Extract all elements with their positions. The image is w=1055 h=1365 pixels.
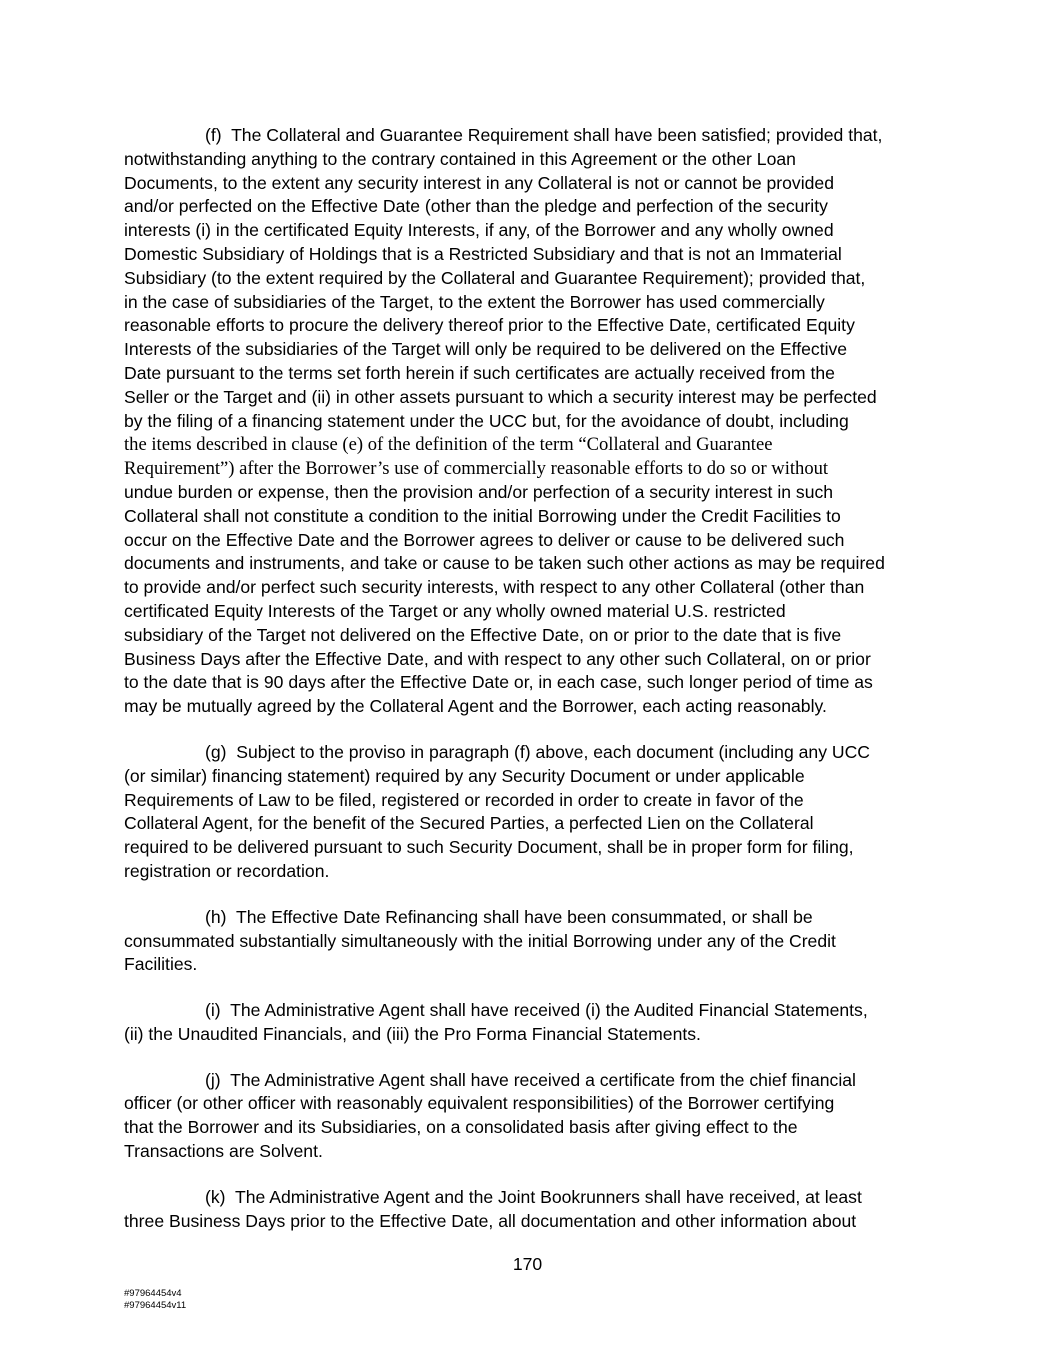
paragraph-line: in the case of subsidiaries of the Target, to the extent the Borrower has used commercially — [124, 291, 825, 312]
document-id-stamp — [124, 1288, 186, 1311]
document-id: #97964454v4 — [124, 1288, 182, 1299]
paragraph-line: may be mutually agreed by the Collateral Agent and the Borrower, each acting reasonably. — [124, 696, 827, 717]
paragraph-line: Requirements of Law to be filed, registered or recorded in order to create in favor of the — [124, 789, 804, 810]
paragraph-line: officer (or other officer with reasonably equivalent responsibilities) of the Borrower certifying — [124, 1093, 835, 1114]
paragraph-line: required to be delivered pursuant to such Security Document, shall be in proper form for filing, — [124, 837, 854, 858]
paragraph-line: Business Days after the Effective Date, and with respect to any other such Collateral, on or prior — [124, 648, 871, 669]
paragraph-j — [124, 1069, 954, 1164]
paragraph-line: that the Borrower and its Subsidiaries, on a consolidated basis after giving effect to the — [124, 1117, 798, 1138]
paragraph-line: the items described in clause (e) of the definition of the term “Collateral and Guarantee — [124, 434, 773, 456]
paragraph-line: Interests of the subsidiaries of the Target will only be required to be delivered on the Effective — [124, 339, 848, 360]
paragraph-line: certificated Equity Interests of the Target or any wholly owned material U.S. restricted — [124, 600, 786, 621]
paragraph-line: Domestic Subsidiary of Holdings that is a Restricted Subsidiary and that is not an Immaterial — [124, 243, 842, 264]
paragraph-line: Requirement”) after the Borrower’s use of commercially reasonable efforts to do so or without — [124, 458, 829, 480]
paragraph-line: Documents, to the extent any security interest in any Collateral is not or cannot be provided — [124, 172, 834, 193]
paragraph-line: three Business Days prior to the Effective Date, all documentation and other information about — [124, 1210, 857, 1231]
page-number: 170 — [512, 1254, 543, 1274]
document-id: #97964454v11 — [124, 1299, 187, 1311]
paragraph-line: Collateral Agent, for the benefit of the Secured Parties, a perfected Lien on the Collateral — [124, 813, 814, 834]
paragraph-line: (j) The Administrative Agent shall have received a certificate from the chief financial — [205, 1069, 856, 1090]
paragraph-line: consummated substantially simultaneously with the initial Borrowing under any of the Credit — [124, 930, 836, 951]
paragraph-line: and/or perfected on the Effective Date (other than the pledge and perfection of the security — [124, 196, 828, 217]
paragraph-line: to the date that is 90 days after the Effective Date or, in each case, such longer period of time as — [124, 672, 873, 693]
paragraph-g — [124, 741, 954, 884]
paragraph-h — [124, 906, 954, 977]
paragraph-line: Facilities. — [124, 954, 198, 975]
paragraph-line: Date pursuant to the terms set forth herein if such certificates are actually received from the — [124, 362, 835, 383]
paragraph-line: (k) The Administrative Agent and the Joint Bookrunners shall have received, at least — [205, 1186, 862, 1207]
paragraph-line: (g) Subject to the proviso in paragraph (f) above, each document (including any UCC — [205, 741, 871, 762]
paragraph-line: (f) The Collateral and Guarantee Requirement shall have been satisfied; provided that, — [205, 125, 883, 145]
paragraph-line: undue burden or expense, then the provision and/or perfection of a security interest in such — [124, 481, 834, 502]
paragraph-line: (or similar) financing statement) required by any Security Document or under applicable — [124, 765, 805, 786]
paragraph-line: occur on the Effective Date and the Borrower agrees to deliver or cause to be delivered such — [124, 529, 845, 550]
paragraph-i — [124, 999, 954, 1047]
paragraph-line: interests (i) in the certificated Equity Interests, if any, of the Borrower and any wholly owned — [124, 220, 834, 241]
paragraph-k — [124, 1186, 954, 1234]
paragraph-line: (i) The Administrative Agent shall have received (i) the Audited Financial Statements, — [205, 1000, 868, 1021]
paragraph-line: subsidiary of the Target not delivered on the Effective Date, on or prior to the date that is five — [124, 624, 842, 645]
paragraph-line: (ii) the Unaudited Financials, and (iii) the Pro Forma Financial Statements. — [124, 1023, 701, 1044]
paragraph-line: Seller or the Target and (ii) in other assets pursuant to which a security interest may be perfected — [124, 386, 877, 407]
paragraph-line: (h) The Effective Date Refinancing shall have been consummated, or shall be — [205, 906, 813, 927]
paragraph-line: reasonable efforts to procure the delivery thereof prior to the Effective Date, certificated Equity — [124, 315, 855, 336]
paragraph-line: Transactions are Solvent. — [124, 1141, 323, 1162]
paragraph-line: registration or recordation. — [124, 860, 330, 881]
paragraph-line: Collateral shall not constitute a condition to the initial Borrowing under the Credit Facilities to — [124, 505, 841, 526]
paragraph-line: documents and instruments, and take or cause to be taken such other actions as may be required — [124, 553, 885, 574]
paragraph-line: to provide and/or perfect such security interests, with respect to any other Collateral (other than — [124, 577, 865, 598]
document-body — [124, 124, 954, 1255]
paragraph-line: by the filing of a financing statement under the UCC but, for the avoidance of doubt, including — [124, 410, 849, 431]
paragraph-line: Subsidiary (to the extent required by the Collateral and Guarantee Requirement); provided that, — [124, 267, 866, 288]
paragraph-f — [124, 124, 954, 719]
paragraph-line: notwithstanding anything to the contrary contained in this Agreement or the other Loan — [124, 148, 796, 169]
